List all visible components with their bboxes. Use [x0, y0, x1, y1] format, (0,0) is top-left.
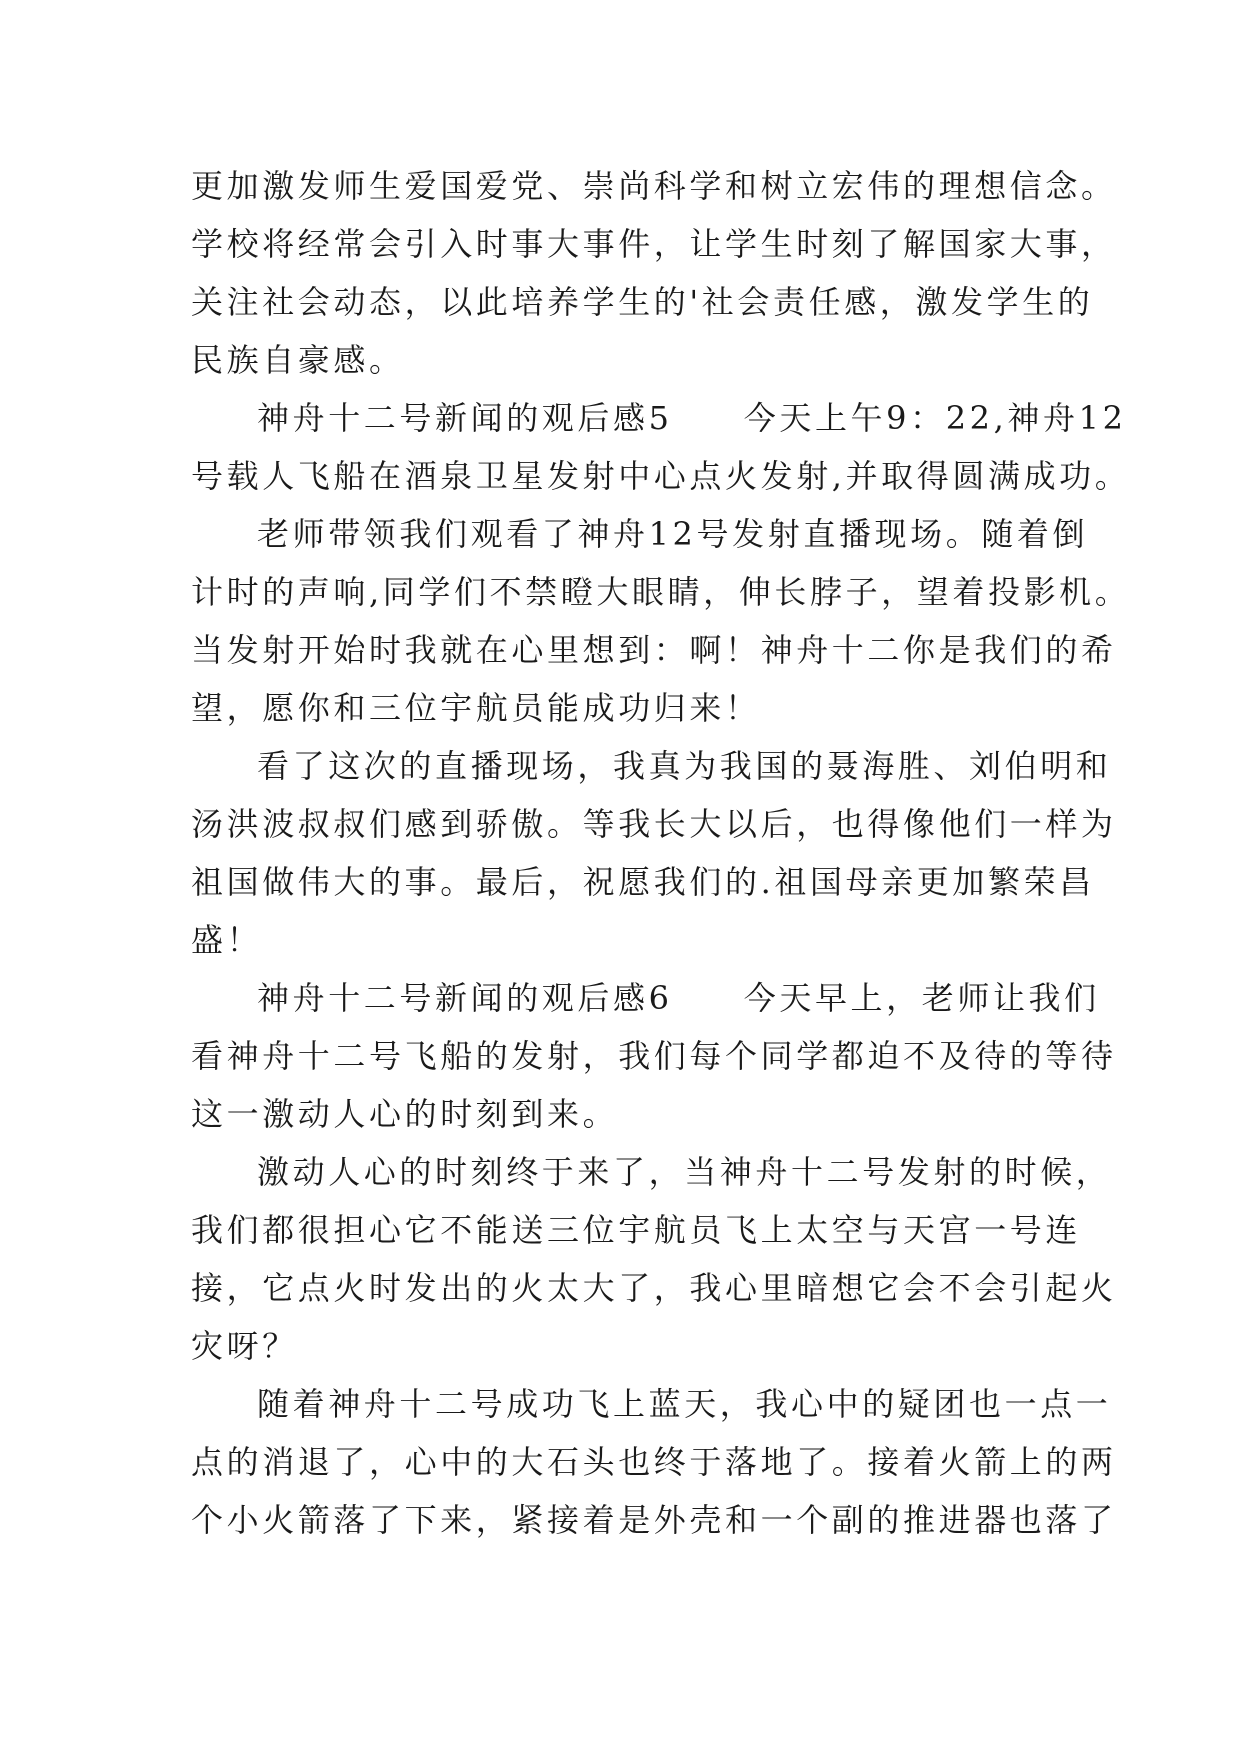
text-line: 学校将经常会引入时事大事件，让学生时刻了解国家大事，	[191, 225, 1117, 263]
text-line: 号载人飞船在酒泉卫星发射中心点火发射,并取得圆满成功。	[191, 457, 1131, 495]
text-line: 这一激动人心的时刻到来。	[191, 1095, 619, 1133]
text-line: 神舟十二号新闻的观后感5 今天上午9：22,神舟12	[257, 399, 1127, 437]
text-line: 民族自豪感。	[191, 341, 405, 379]
text-line: 盛！	[191, 921, 263, 959]
text-line: 看神舟十二号飞船的发射，我们每个同学都迫不及待的等待	[191, 1037, 1117, 1075]
text-line: 汤洪波叔叔们感到骄傲。等我长大以后，也得像他们一样为	[191, 805, 1117, 843]
text-line: 灾呀？	[191, 1327, 298, 1365]
text-line: 看了这次的直播现场，我真为我国的聂海胜、刘伯明和	[257, 747, 1112, 785]
text-line: 计时的声响,同学们不禁瞪大眼睛，伸长脖子，望着投影机。	[191, 573, 1131, 611]
body-text	[191, 157, 1131, 1549]
text-line: 老师带领我们观看了神舟12号发射直播现场。随着倒	[257, 515, 1089, 553]
text-line: 我们都很担心它不能送三位宇航员飞上太空与天宫一号连	[191, 1211, 1082, 1249]
text-line: 更加激发师生爱国爱党、崇尚科学和树立宏伟的理想信念。	[191, 167, 1117, 205]
text-line: 当发射开始时我就在心里想到：啊！神舟十二你是我们的希	[191, 631, 1117, 669]
text-line: 随着神舟十二号成功飞上蓝天，我心中的疑团也一点一	[257, 1385, 1112, 1423]
text-line: 祖国做伟大的事。最后，祝愿我们的.祖国母亲更加繁荣昌	[191, 863, 1095, 901]
text-line: 个小火箭落了下来，紧接着是外壳和一个副的推进器也落了	[191, 1501, 1117, 1539]
text-line: 接，它点火时发出的火太大了，我心里暗想它会不会引起火	[191, 1269, 1117, 1307]
text-line: 神舟十二号新闻的观后感6 今天早上，老师让我们	[257, 979, 1100, 1017]
text-line: 关注社会动态，以此培养学生的'社会责任感，激发学生的	[191, 283, 1094, 321]
text-line: 点的消退了，心中的大石头也终于落地了。接着火箭上的两	[191, 1443, 1117, 1481]
text-line: 望，愿你和三位宇航员能成功归来！	[191, 689, 761, 727]
text-line: 激动人心的时刻终于来了，当神舟十二号发射的时候，	[257, 1153, 1112, 1191]
